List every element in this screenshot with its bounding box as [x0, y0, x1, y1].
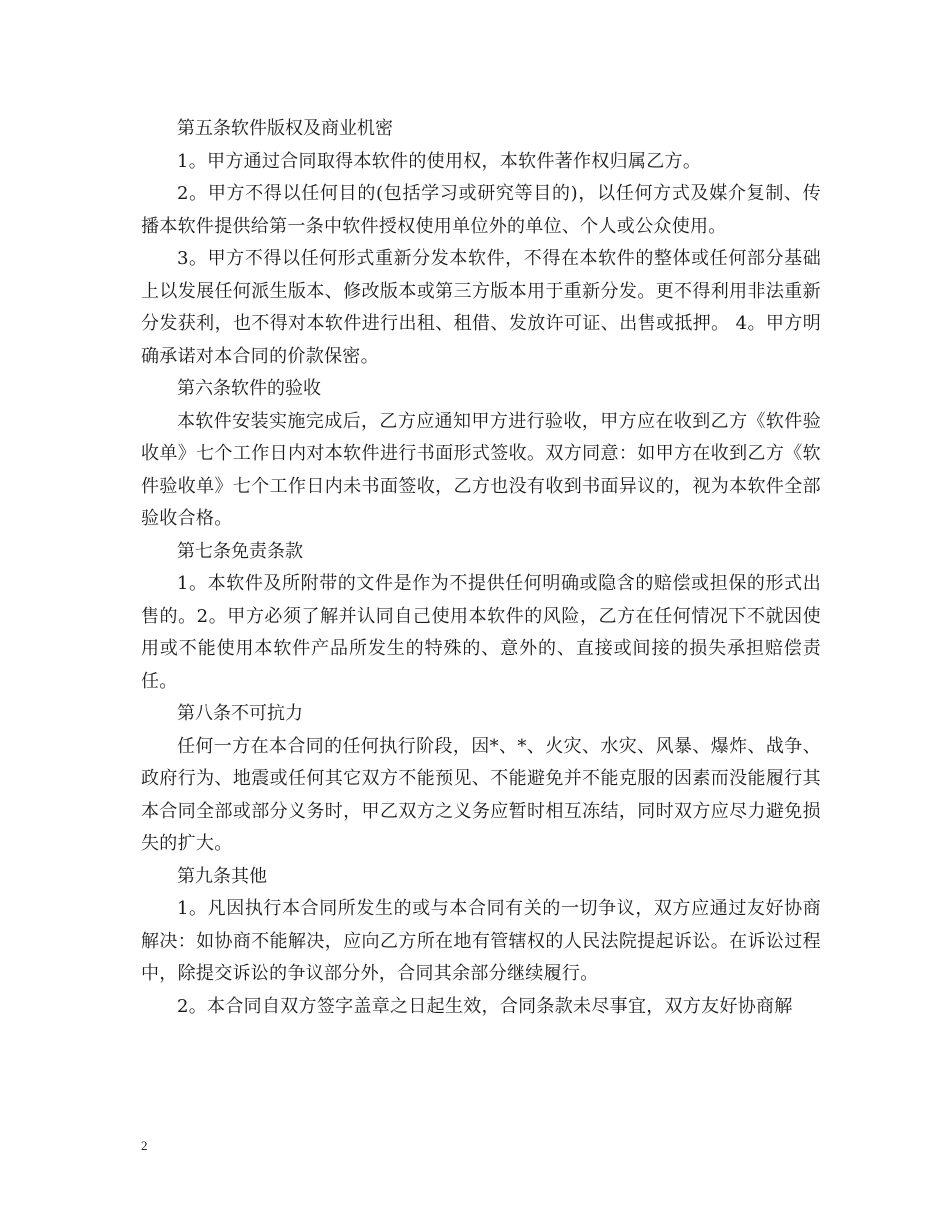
section-heading: 第八条不可抗力: [177, 703, 303, 724]
paragraph: 任何一方在本合同的任何执行阶段，因*、*、火灾、水灾、风暴、爆炸、战争、政府行为、地震或任何其它双方不能预见、不能避免并不能克服的因素而没能履行其本合同全部或部分义务时，甲乙双方之义务应暂时相互冻结，同时双方应尽力避免损失的扩大。: [141, 735, 821, 854]
section-heading: 第五条软件版权及商业机密: [177, 118, 393, 139]
paragraph: 1。本软件及所附带的文件是作为不提供任何明确或隐含的赔偿或担保的形式出售的。2。甲方必须了解并认同自己使用本软件的风险，乙方在任何情况下不就因使用或不能使用本软件产品所发生的特殊的、意外的、直接或间接的损失承担赔偿责任。: [141, 573, 821, 692]
section-heading: 第六条软件的验收: [177, 378, 321, 399]
paragraph: 3。甲方不得以任何形式重新分发本软件，不得在本软件的整体或任何部分基础上以发展任何派生版本、修改版本或第三方版本用于重新分发。更不得利用非法重新分发获利，也不得对本软件进行出租、租借、发放许可证、出售或抵押。 4。甲方明确承诺对本合同的价款保密。: [141, 248, 821, 367]
paragraph: 1。甲方通过合同取得本软件的使用权，本软件著作权归属乙方。: [177, 150, 702, 172]
document-body: [141, 113, 821, 1023]
paragraph: 本软件安装实施完成后，乙方应通知甲方进行验收，甲方应在收到乙方《软件验收单》七个工作日内对本软件进行书面形式签收。双方同意：如甲方在收到乙方《软件验收单》七个工作日内未书面签收，乙方也没有收到书面异议的，视为本软件全部验收合格。: [141, 410, 821, 529]
section-heading: 第九条其他: [177, 865, 267, 887]
page-number: 2: [141, 1138, 148, 1153]
paragraph: 2。甲方不得以任何目的(包括学习或研究等目的)，以任何方式及媒介复制、传播本软件提供给第一条中软件授权使用单位外的单位、个人或公众使用。: [141, 183, 821, 237]
paragraph: 1。凡因执行本合同所发生的或与本合同有关的一切争议，双方应通过友好协商解决：如协商不能解决，应向乙方所在地有管辖权的人民法院提起诉讼。在诉讼过程中，除提交诉讼的争议部分外，合同其余部分继续履行。: [141, 898, 821, 984]
paragraph: 2。本合同自双方签字盖章之日起生效，合同条款未尽事宜，双方友好协商解: [177, 995, 793, 1017]
section-heading: 第七条免责条款: [177, 540, 303, 562]
